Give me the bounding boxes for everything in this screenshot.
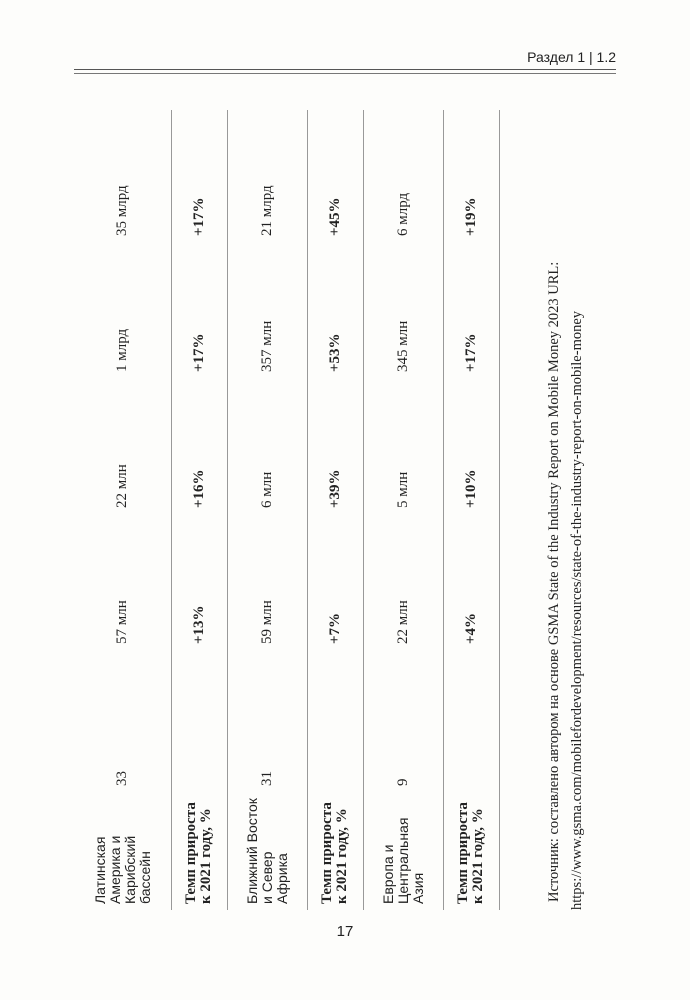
table-cell: 21 млрд xyxy=(258,185,275,236)
table-cell: 57 млн xyxy=(114,600,131,644)
table-cell: 9 xyxy=(394,778,411,786)
row-label: Темп прироста к 2021 году, % xyxy=(183,802,214,904)
table-cell: +17% xyxy=(190,333,207,372)
row-label: Латинская Америка и Карибский бассейн xyxy=(91,835,153,904)
row-label: Европа и Центральная Азия xyxy=(379,817,426,904)
table-cell: +53% xyxy=(326,333,343,372)
page-number: 17 xyxy=(336,923,354,940)
table-cell: +17% xyxy=(190,197,207,236)
rotated-table-block xyxy=(75,100,615,910)
table-cell: 22 млн xyxy=(394,600,411,644)
table-cell: 35 млрд xyxy=(114,185,131,236)
header-rule xyxy=(74,69,616,70)
table-cell: 59 млн xyxy=(258,600,275,644)
table-cell: 33 xyxy=(114,771,131,786)
data-table xyxy=(75,110,500,910)
row-label: Темп прироста к 2021 году, % xyxy=(319,802,350,904)
table-cell: +7% xyxy=(326,612,343,644)
table-row xyxy=(443,110,499,910)
table-cell: 5 млн xyxy=(394,471,411,508)
table-cell xyxy=(171,650,227,792)
section-header: Раздел 1 | 1.2 xyxy=(527,49,616,65)
table-cell xyxy=(443,650,499,792)
row-label: Темп прироста к 2021 году, % xyxy=(455,802,486,904)
table-row xyxy=(307,110,363,910)
table-cell: +16% xyxy=(190,469,207,508)
table-cell: 6 млн xyxy=(258,471,275,508)
table-cell: +19% xyxy=(462,197,479,236)
source-note: Источник: составлено автором на основе GSMA State of the Industry Report on Mobile Money 2023 URL: https://www.gsma.com/mobilefordevelopment/resources/state-of-the-industry-report-on-mobile-money xyxy=(546,261,585,910)
table-row xyxy=(75,110,171,910)
table-cell: +45% xyxy=(326,197,343,236)
header-rule-thin xyxy=(74,73,616,74)
table-cell: +10% xyxy=(462,469,479,508)
table-cell: 345 млн xyxy=(394,320,411,372)
table-cell xyxy=(307,650,363,792)
table-cell: 31 xyxy=(258,771,275,786)
table-cell: 22 млн xyxy=(114,464,131,508)
table-cell: 357 млн xyxy=(258,320,275,372)
table-cell: +39% xyxy=(326,469,343,508)
table-row xyxy=(363,110,443,910)
table-row xyxy=(171,110,227,910)
table-cell: 6 млрд xyxy=(394,192,411,236)
table-cell: +4% xyxy=(462,612,479,644)
table-cell: +13% xyxy=(190,605,207,644)
row-label: Ближний Восток и Север Африка xyxy=(243,798,290,904)
table-cell: 1 млрд xyxy=(114,328,131,372)
table-cell: +17% xyxy=(462,333,479,372)
table-row xyxy=(227,110,307,910)
